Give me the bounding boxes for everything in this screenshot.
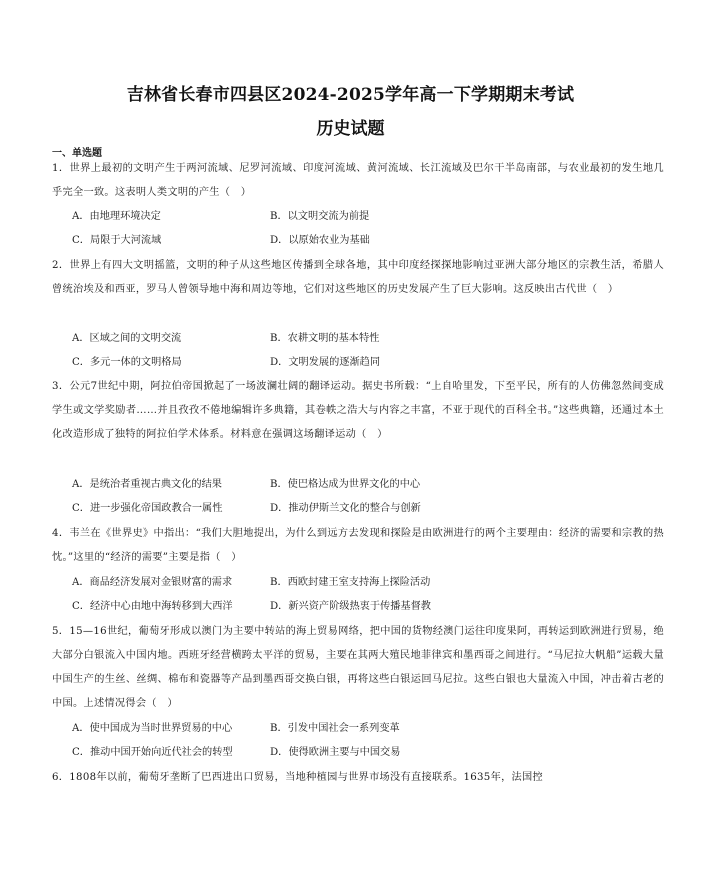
question-2-option-a: A．区域之间的文明交流	[72, 333, 182, 344]
question-1-option-b: B．以文明交流为前提	[270, 211, 370, 222]
question-5-option-d: D．使得欧洲主要与中国交易	[270, 747, 401, 758]
question-3-stem: 3．公元7世纪中期，阿拉伯帝国掀起了一场波澜壮阔的翻译运动。据史书所载：“上自哈里发，下至平民，所有的人仿佛忽然间变成学生或文学奖励者……并且孜孜不倦地编辑许多典籍，其卷帙之浩大与内容之丰富，不亚于现代的百科全书。”这些典籍，还通过本土化改造形成了独特的阿拉伯学术体系。材料意在强调这场翻译运动（ ）	[52, 381, 664, 440]
question-5-option-c: C．推动中国开始向近代社会的转型	[72, 747, 233, 758]
question-3-option-a: A．是统治者重视古典文化的结果	[72, 479, 222, 490]
question-4-option-d: D．新兴资产阶级热衷于传播基督教	[270, 601, 431, 612]
question-4-option-b: B．西欧封建王室支持海上探险活动	[270, 577, 431, 588]
question-3-option-c: C．进一步强化帝国政教合一属性	[72, 503, 223, 514]
question-4-stem: 4．韦兰在《世界史》中指出：“我们大胆地提出，为什么到远方去发现和探险是由欧洲进行的两个主要理由：经济的需要和宗教的热忱。”这里的“经济的需要”主要是指（ ）	[52, 528, 664, 563]
question-4-option-c: C．经济中心由地中海转移到大西洋	[72, 601, 233, 612]
question-3-option-d: D．推动伊斯兰文化的整合与创新	[270, 503, 421, 514]
section-label: 一、单选题	[52, 148, 102, 159]
question-4-options	[72, 571, 632, 619]
question-2-options	[72, 327, 632, 375]
question-2-option-c: C．多元一体的文明格局	[72, 357, 182, 368]
question-5-options	[72, 717, 632, 765]
question-2-stem: 2．世界上有四大文明摇篮，文明的种子从这些地区传播到全球各地，其中印度经探探地影响过亚洲大部分地区的宗教生活，希腊人曾统治埃及和西亚，罗马人曾领导地中海和周边等地，它们对这些地区的历史发展产生了巨大影响。这反映出古代世（ ）	[52, 260, 664, 295]
question-5-option-b: B．引发中国社会一系列变革	[270, 723, 400, 734]
question-4-option-a: A．商品经济发展对金银财富的需求	[72, 577, 233, 588]
exam-title: 吉林省长春市四县区2024-2025学年高一下学期期末考试	[126, 85, 575, 105]
question-5-stem: 5．15—16世纪，葡萄牙形成以澳门为主要中转站的海上贸易网络，把中国的货物经澳门运往印度果阿，再转运到欧洲进行贸易，绝大部分白银流入中国内地。西班牙经营横跨太平洋的贸易，主要在其两大殖民地菲律宾和墨西哥之间进行。“马尼拉大帆船”运载大量中国生产的生丝、丝绸、棉布和瓷器等产品到墨西哥交换白银，再将这些白银运回马尼拉。这些白银也大量流入中国，冲击着古老的中国。上述情况得会（ ）	[52, 626, 664, 709]
question-1-options	[72, 205, 632, 253]
question-3-options	[72, 473, 632, 521]
question-2-option-b: B．农耕文明的基本特性	[270, 333, 380, 344]
question-5-option-a: A．使中国成为当时世界贸易的中心	[72, 723, 233, 734]
question-1-option-d: D．以原始农业为基础	[270, 235, 370, 246]
question-2-option-d: D．文明发展的逐渐趋同	[270, 357, 381, 368]
question-6-stem: 6．1808年以前，葡萄牙垄断了巴西进出口贸易，当地种植园与世界市场没有直接联系。1635年，法国控	[52, 772, 544, 783]
question-1-stem: 1．世界上最初的文明产生于两河流域、尼罗河流域、印度河流域、黄河流域、长江流域及巴尔干半岛南部，与农业最初的发生地几乎完全一致。这表明人类文明的产生（ ）	[52, 163, 664, 198]
question-1-option-c: C．局限于大河流域	[72, 235, 162, 246]
question-1-option-a: A．由地理环境决定	[72, 211, 161, 222]
question-3-option-b: B．使巴格达成为世界文化的中心	[270, 479, 421, 490]
exam-subtitle: 历史试题	[316, 119, 385, 139]
